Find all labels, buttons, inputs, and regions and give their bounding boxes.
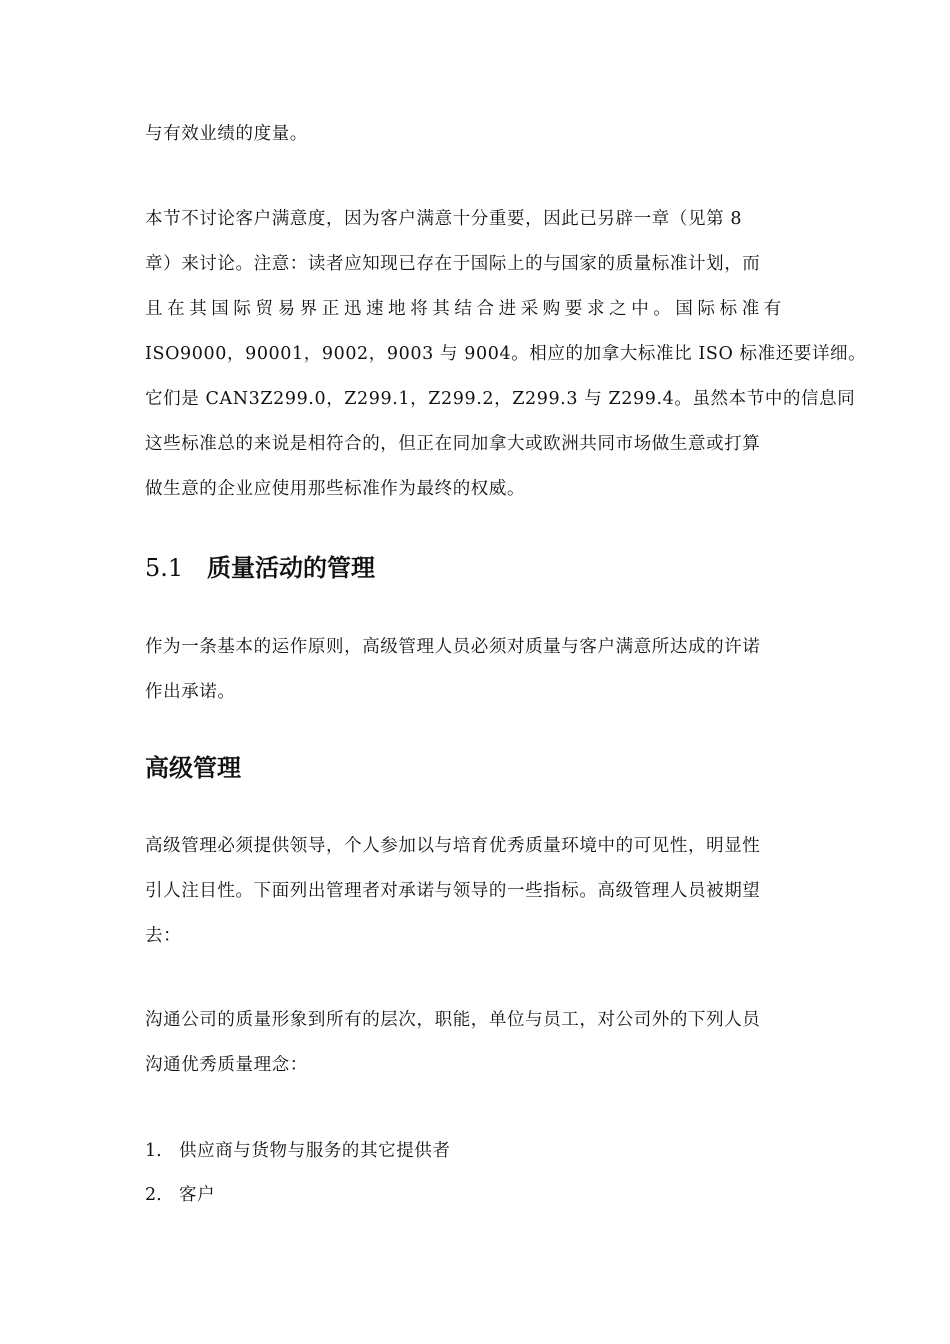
paragraph-line: 作为一条基本的运作原则，高级管理人员必须对质量与客户满意所达成的许诺 <box>145 637 761 657</box>
list-marker: 2. <box>145 1185 162 1205</box>
paragraph-line: ISO9000，90001，9002，9003 与 9004。相应的加拿大标准比 ISO 标准还要详细。 <box>145 344 867 364</box>
section-number: 5.1 <box>145 554 184 582</box>
list-item <box>145 1180 215 1210</box>
paragraph-line: 沟通公司的质量形象到所有的层次，职能，单位与员工，对公司外的下列人员 <box>145 1010 761 1030</box>
paragraph-communicate <box>145 998 810 1088</box>
subheading: 高级管理 <box>145 754 241 782</box>
paragraph-line: 高级管理必须提供领导，个人参加以与培育优秀质量环境中的可见性，明显性 <box>145 836 761 856</box>
list-item-text: 客户 <box>179 1185 216 1205</box>
list-item <box>145 1136 451 1166</box>
paragraph-line: 本节不讨论客户满意度，因为客户满意十分重要，因此已另辟一章（见第 8 <box>145 209 743 229</box>
paragraph-line: 这些标准总的来说是相符合的，但正在同加拿大或欧洲共同市场做生意或打算 <box>145 434 761 454</box>
section-title: 质量活动的管理 <box>207 554 375 582</box>
paragraph-line: 引人注目性。下面列出管理者对承诺与领导的一些指标。高级管理人员被期望 <box>145 881 761 901</box>
paragraph-standards <box>145 197 867 512</box>
section-heading <box>145 553 375 583</box>
paragraph-intro-tail <box>145 112 810 157</box>
list-marker: 1. <box>145 1141 162 1161</box>
paragraph-principle <box>145 625 810 715</box>
paragraph-line: 章）来讨论。注意：读者应知现已存在于国际上的与国家的质量标准计划，而 <box>145 254 761 274</box>
paragraph-line: 去： <box>145 926 182 946</box>
paragraph-leadership <box>145 824 810 959</box>
list-item-text: 供应商与货物与服务的其它提供者 <box>179 1141 451 1161</box>
paragraph-line: 且在其国际贸易界正迅速地将其结合进采购要求之中。国际标准有 <box>145 299 786 319</box>
paragraph-line: 与有效业绩的度量。 <box>145 124 308 144</box>
paragraph-line: 做生意的企业应使用那些标准作为最终的权威。 <box>145 479 526 499</box>
paragraph-line: 它们是 CAN3Z299.0，Z299.1，Z299.2，Z299.3 与 Z299.4。虽然本节中的信息同 <box>145 389 856 409</box>
paragraph-line: 作出承诺。 <box>145 682 236 702</box>
paragraph-line: 沟通优秀质量理念： <box>145 1055 308 1075</box>
